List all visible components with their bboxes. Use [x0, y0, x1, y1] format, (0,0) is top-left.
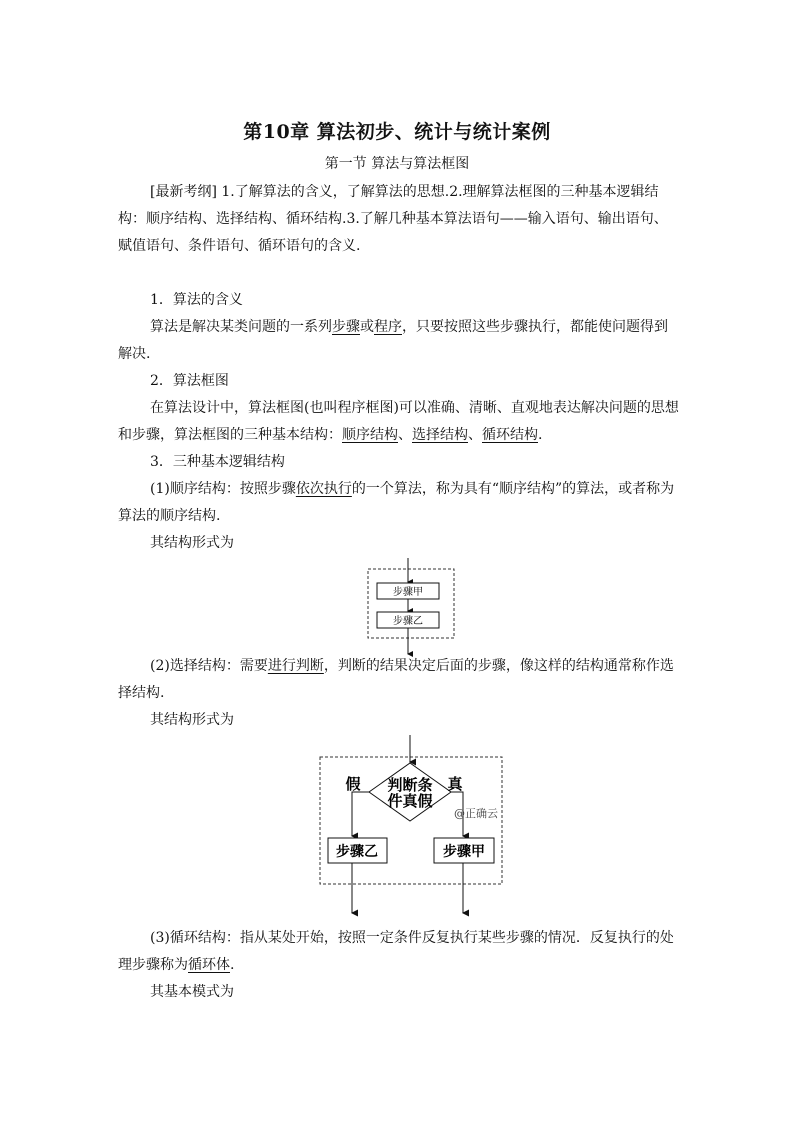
syllabus-text: 1.了解算法的含义，了解算法的思想.2.理解算法框图的三种基本逻辑结构：顺序结构、选择结构、循环结构.3.了解几种基本算法语句——输入语句、输出语句、赋值语句、条件语句、循环语句的含义. — [118, 184, 668, 254]
loop-form-label: 其基本模式为 — [150, 984, 234, 1000]
underlined-loop: 循环结构 — [482, 427, 538, 443]
selection-structure-diagram — [310, 735, 510, 917]
underlined-execute-in-order: 依次执行 — [295, 481, 352, 497]
syllabus-label: [最新考纲] — [150, 184, 217, 200]
underlined-make-judgment: 进行判断 — [267, 658, 324, 674]
paragraph-selection-structure: (2)选择结构：需要进行判断，判断的结果决定后面的步骤，像这样的结构通常称作选择结构. — [118, 658, 674, 701]
underlined-procedure: 程序 — [374, 319, 402, 335]
syllabus-paragraph — [118, 179, 680, 260]
underlined-steps: 步骤 — [332, 319, 360, 335]
watermark: @正确云 — [454, 807, 498, 820]
heading-flowchart: 2．算法框图 — [150, 373, 229, 389]
paragraph-flowchart: 在算法设计中，算法框图(也叫程序框图)可以准确、清晰、直观地表达解决问题的思想和步骤，算法框图的三种基本结构：顺序结构、选择结构、循环结构. — [118, 400, 679, 443]
false-branch-label: 假 — [345, 775, 361, 793]
paragraph-loop-structure: (3)循环结构：指从某处开始，按照一定条件反复执行某些步骤的情况．反复执行的处理步骤称为循环体. — [118, 930, 674, 973]
section-title: 第一节 算法与算法框图 — [324, 156, 470, 172]
step-false-label: 步骤乙 — [336, 844, 378, 860]
step-true-label: 步骤甲 — [443, 844, 485, 860]
step-b-label: 步骤乙 — [393, 616, 423, 627]
underlined-loop-body: 循环体 — [188, 957, 230, 973]
sequence-structure-diagram — [360, 558, 460, 658]
sequence-form-label: 其结构形式为 — [150, 535, 234, 551]
underlined-sequence: 顺序结构 — [342, 427, 398, 443]
true-branch-label: 真 — [447, 775, 463, 793]
selection-form-label: 其结构形式为 — [150, 712, 234, 728]
paragraph-algorithm-meaning: 算法是解决某类问题的一系列步骤或程序，只要按照这些步骤执行，都能使问题得到解决. — [118, 319, 668, 362]
step-a-label: 步骤甲 — [393, 587, 423, 598]
decision-label-line1: 判断条 — [387, 776, 433, 794]
heading-logic-structures: 3．三种基本逻辑结构 — [150, 454, 285, 470]
chapter-title: 第10章 算法初步、统计与统计案例 — [243, 121, 551, 143]
paragraph-sequence-structure: (1)顺序结构：按照步骤依次执行的一个算法，称为具有“顺序结构”的算法，或者称为算法的顺序结构. — [118, 481, 675, 524]
heading-algorithm-meaning: 1．算法的含义 — [150, 292, 243, 308]
decision-label-line2: 件真假 — [387, 792, 433, 810]
underlined-selection: 选择结构 — [412, 427, 468, 443]
